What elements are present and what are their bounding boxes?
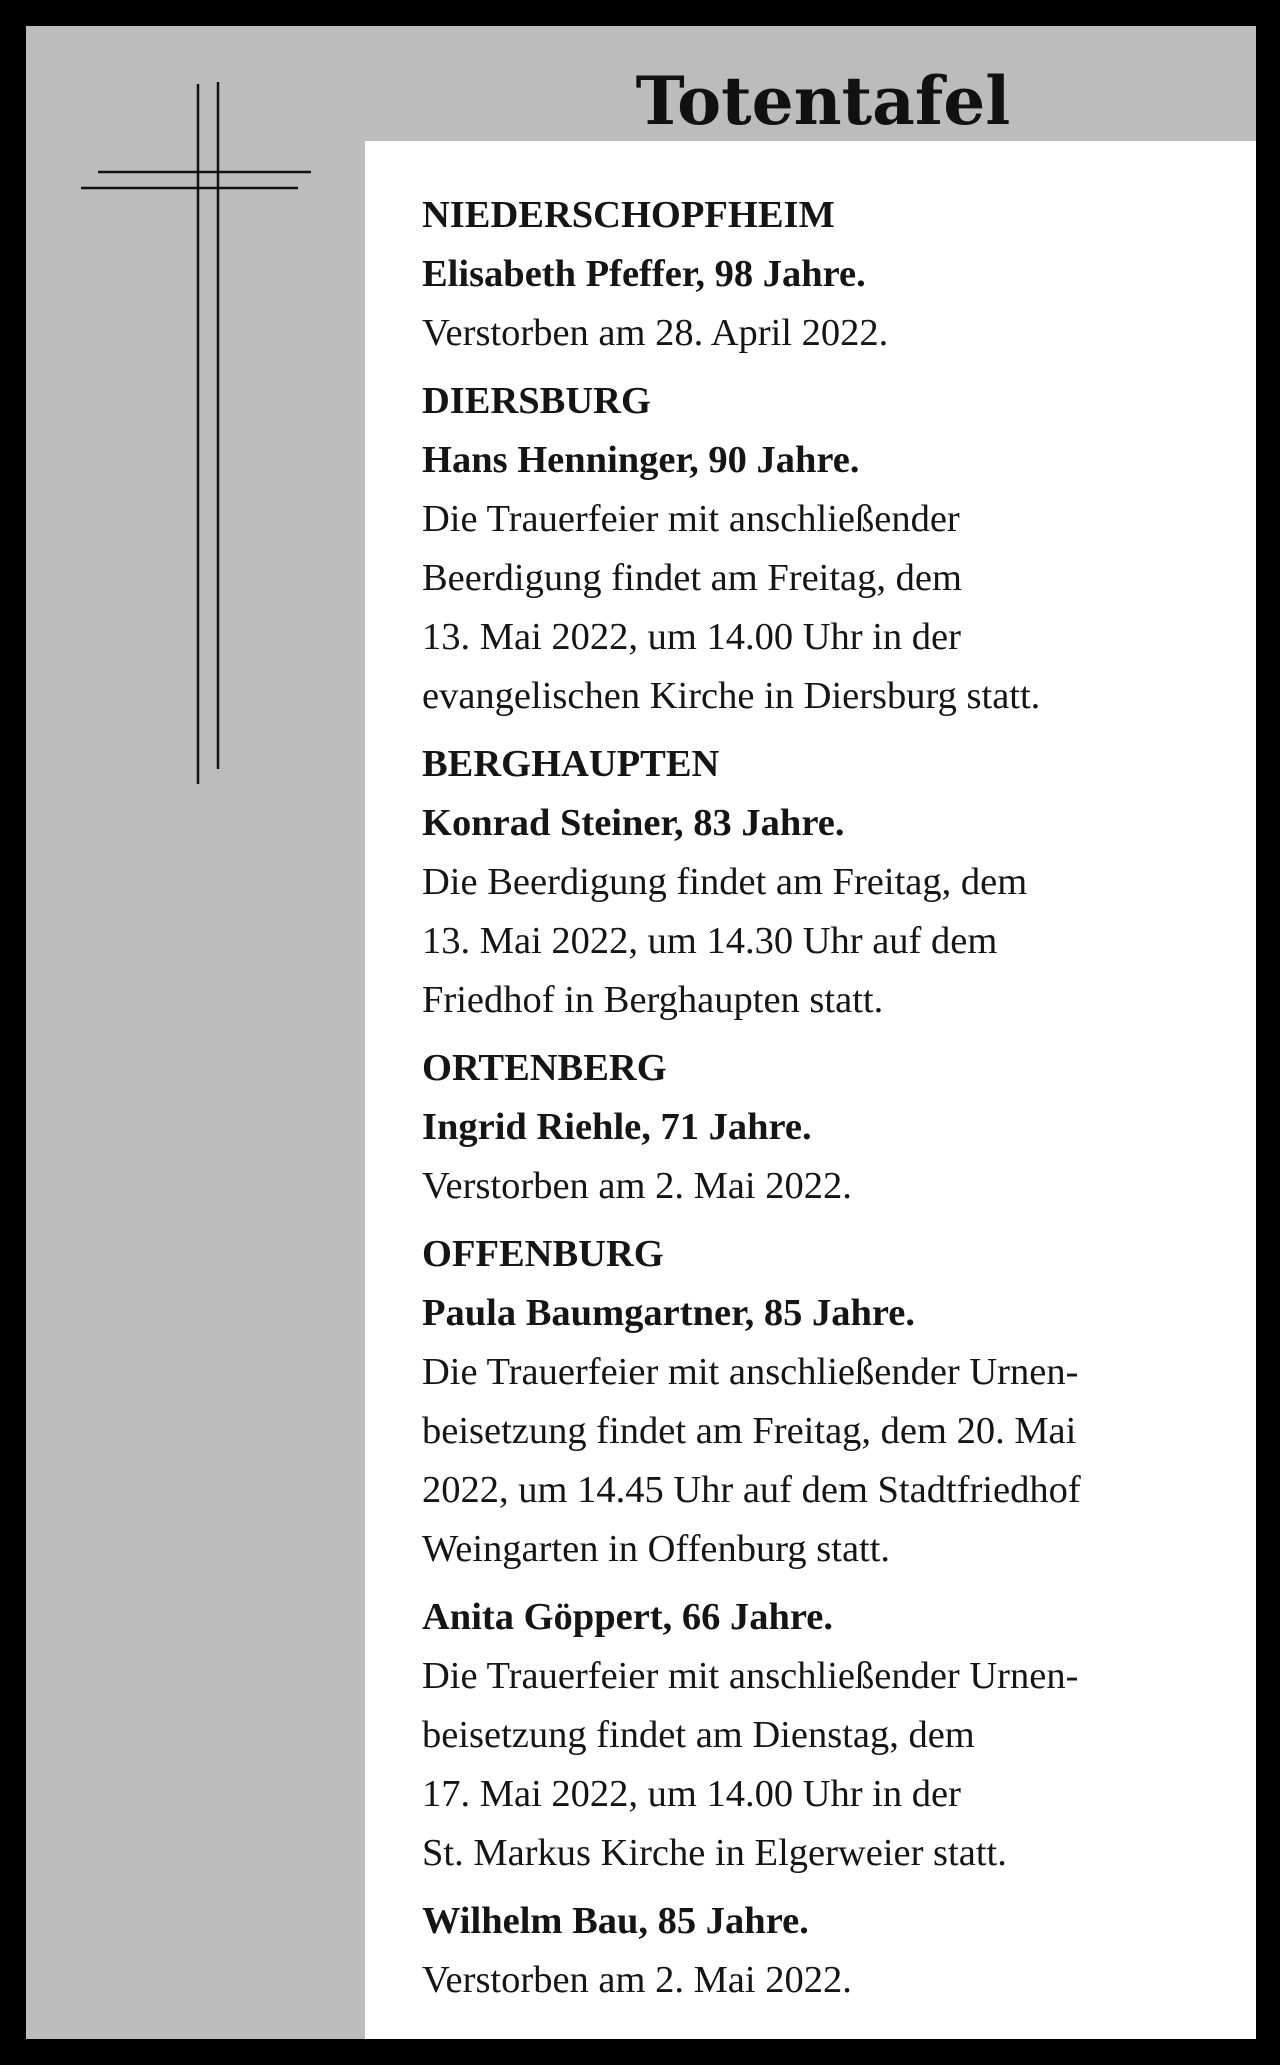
- entry-text-line: Beerdigung findet am Freitag, dem: [422, 557, 962, 599]
- entry-place: NIEDERSCHOPFHEIM: [422, 194, 835, 236]
- page-title: Totentafel: [635, 62, 1011, 140]
- entry-name: Hans Henninger, 90 Jahre.: [422, 439, 860, 481]
- obituary-entry: [422, 1892, 1242, 2010]
- entry-place: ORTENBERG: [422, 1047, 667, 1089]
- entry-name: Paula Baumgartner, 85 Jahre.: [422, 1292, 916, 1334]
- entry-text-line: beisetzung findet am Dienstag, dem: [422, 1714, 975, 1756]
- entry-place: BERGHAUPTEN: [422, 743, 720, 785]
- entry-name: Elisabeth Pfeffer, 98 Jahre.: [422, 253, 866, 295]
- entry-name: Ingrid Riehle, 71 Jahre.: [422, 1106, 812, 1148]
- entry-text: [422, 1157, 1242, 1216]
- entry-text-line: Weingarten in Offenburg statt.: [422, 1528, 891, 1570]
- entry-text-line: Friedhof in Berghaupten statt.: [422, 979, 884, 1021]
- entry-text-line: 13. Mai 2022, um 14.00 Uhr in der: [422, 616, 961, 658]
- content-area: [365, 141, 1256, 2039]
- cross-icon: [76, 54, 316, 784]
- entry-text-line: Die Trauerfeier mit anschließender Urnen-: [422, 1351, 1079, 1393]
- entry-text-line: Die Trauerfeier mit anschließender Urnen-: [422, 1655, 1079, 1697]
- obituary-entry: [422, 735, 1242, 1030]
- entry-place: DIERSBURG: [422, 380, 651, 422]
- obituary-entry: [422, 186, 1242, 363]
- entry-text-line: 2022, um 14.45 Uhr auf dem Stadtfriedhof: [422, 1469, 1081, 1511]
- obituary-list: [422, 186, 1242, 2019]
- entry-text-line: Verstorben am 28. April 2022.: [422, 312, 889, 354]
- entry-text-line: beisetzung findet am Freitag, dem 20. Mai: [422, 1410, 1077, 1452]
- entry-name: Anita Göppert, 66 Jahre.: [422, 1596, 834, 1638]
- gray-panel: [26, 26, 1256, 2039]
- entry-text: [422, 490, 1242, 726]
- entry-text: [422, 304, 1242, 363]
- entry-text-line: St. Markus Kirche in Elgerweier statt.: [422, 1832, 1007, 1874]
- entry-name: Konrad Steiner, 83 Jahre.: [422, 802, 845, 844]
- entry-text: [422, 1951, 1242, 2010]
- obituary-entry: [422, 1588, 1242, 1883]
- entry-text-line: Verstorben am 2. Mai 2022.: [422, 1165, 852, 1207]
- entry-text: [422, 1647, 1242, 1883]
- entry-name: Wilhelm Bau, 85 Jahre.: [422, 1900, 809, 1942]
- entry-text-line: Die Beerdigung findet am Freitag, dem: [422, 861, 1028, 903]
- obituary-entry: [422, 372, 1242, 726]
- entry-text-line: 13. Mai 2022, um 14.30 Uhr auf dem: [422, 920, 998, 962]
- entry-text: [422, 1343, 1242, 1579]
- entry-text: [422, 853, 1242, 1030]
- obituary-entry: [422, 1225, 1242, 1579]
- entry-place: OFFENBURG: [422, 1233, 664, 1275]
- entry-text-line: Die Trauerfeier mit anschließender: [422, 498, 960, 540]
- entry-text-line: 17. Mai 2022, um 14.00 Uhr in der: [422, 1773, 961, 1815]
- obituary-entry: [422, 1039, 1242, 1216]
- entry-text-line: evangelischen Kirche in Diersburg statt.: [422, 675, 1041, 717]
- entry-text-line: Verstorben am 2. Mai 2022.: [422, 1959, 852, 2001]
